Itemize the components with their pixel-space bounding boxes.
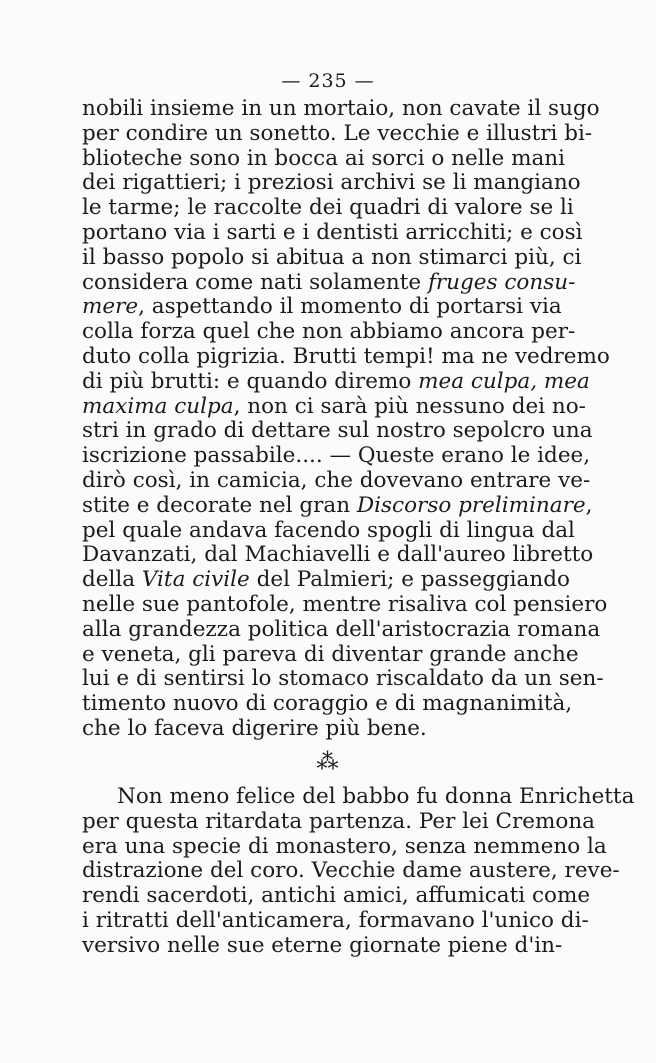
paragraph-new-section [82, 784, 635, 959]
text-line: versivo nelle sue eterne giornate piene d'in- [82, 932, 563, 958]
text-line: Non meno felice del babbo fu donna Enrichetta [117, 784, 635, 809]
text-line: pel quale andava facendo spogli di lingua dal [82, 517, 575, 543]
text-line: per condire un sonetto. Le vecchie e illustri bi- [82, 120, 593, 146]
text-line: stri in grado di dettare sul nostro sepolcro una [82, 418, 593, 444]
text-line: rendi sacerdoti, antichi amici, affumicati come [82, 883, 591, 909]
text-line: e veneta, gli pareva di diventar grande anche [82, 641, 579, 667]
italic-phrase: mere [82, 294, 139, 320]
text-line: Davanzati, dal Machiavelli e dall'aureo libretto [82, 542, 594, 568]
text-line: mere, aspettando il momento di portarsi via [82, 294, 562, 320]
text-line: duto colla pigrizia. Brutti tempi! ma ne vedremo [82, 343, 610, 369]
text-line: maxima culpa, non ci sarà più nessuno dei no- [82, 393, 586, 419]
italic-phrase: mea culpa, mea [418, 368, 590, 394]
text-line: portano via i sarti e i dentisti arricchiti; e così [82, 219, 583, 245]
text-line: dei rigattieri; i preziosi archivi se li mangiano [82, 170, 581, 196]
text-line: il basso popolo si abitua a non stimarci più, ci [82, 244, 582, 270]
italic-phrase: Discorso preliminare [356, 492, 586, 518]
text-line: era una specie di monastero, senza nemmeno la [82, 833, 607, 859]
text-line: dirò così, in camicia, che dovevano entrare ve- [82, 467, 591, 493]
text-line: lui e di sentirsi lo stomaco riscaldato da un sen- [82, 666, 604, 692]
text-line: nelle sue pantofole, mentre risaliva col pensiero [82, 591, 608, 617]
text-line: stite e decorate nel gran Discorso preliminare, [82, 492, 593, 518]
text-line: blioteche sono in bocca ai sorci o nelle mani [82, 145, 565, 171]
text-line: le tarme; le raccolte dei quadri di valore se li [82, 195, 574, 221]
text-line: per questa ritardata partenza. Per lei Cremona [82, 808, 595, 834]
section-break-asterism: ⁂ [316, 750, 340, 775]
text-line: i ritratti dell'anticamera, formavano l'unico di- [82, 907, 589, 933]
text-line: alla grandezza politica dell'aristocrazia romana [82, 616, 601, 642]
text-line: distrazione del coro. Vecchie dame austere, reve- [82, 858, 620, 884]
text-line: considera come nati solamente fruges consu- [82, 269, 576, 295]
italic-phrase: fruges consu- [427, 269, 576, 295]
italic-phrase: Vita civile [141, 567, 250, 593]
text-line: della Vita civile del Palmieri; e passeggiando [82, 567, 570, 593]
text-line: colla forza quel che non abbiamo ancora per- [82, 319, 576, 345]
text-line: nobili insieme in un mortaio, non cavate il sugo [82, 96, 600, 121]
text-line: di più brutti: e quando diremo mea culpa, mea [82, 368, 590, 394]
text-line: che lo faceva digerire più bene. [82, 715, 427, 741]
page-number: — 235 — [281, 70, 375, 92]
paragraph-continued [82, 96, 610, 742]
italic-phrase: maxima culpa [82, 393, 234, 419]
text-line: iscrizione passabile.... — Queste erano le idee, [82, 443, 591, 469]
text-line: timento nuovo di coraggio e di magnanimità, [82, 691, 573, 717]
